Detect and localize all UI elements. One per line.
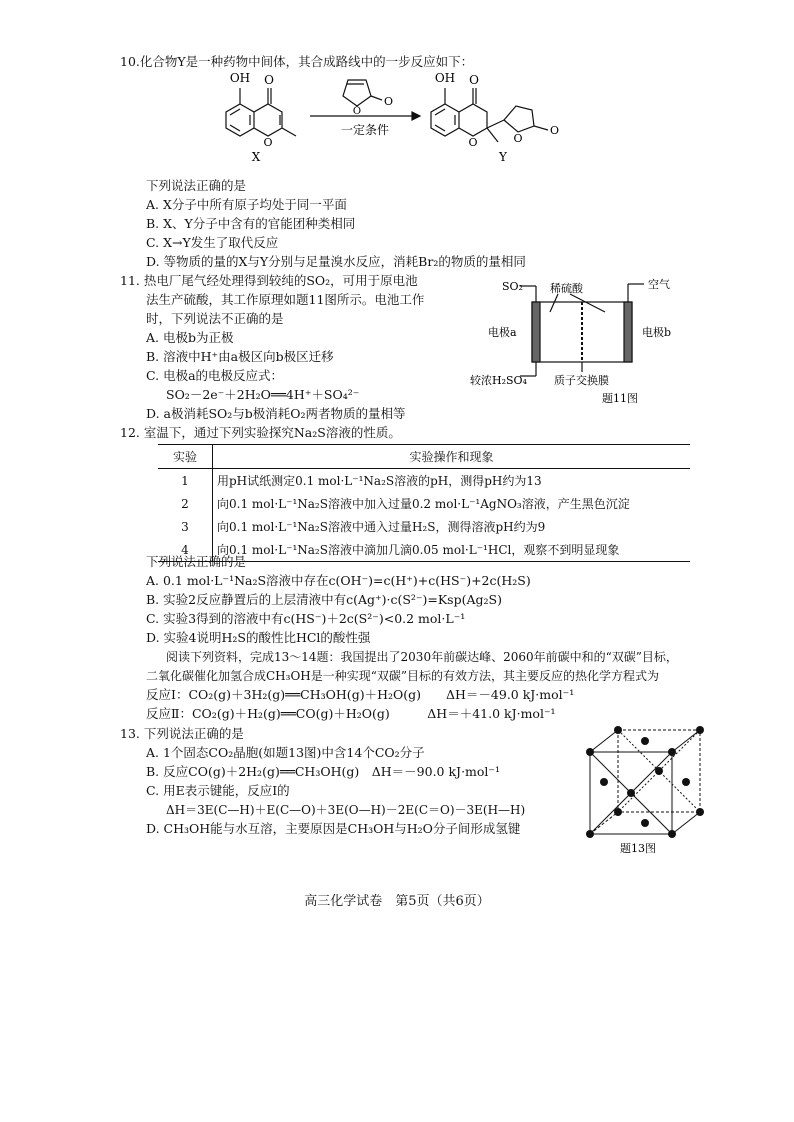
q11-stem-line2: 法生产硫酸，其工作原理如题11图所示。电池工作 (146, 292, 425, 307)
dilute-acid-label: 稀硫酸 (550, 282, 583, 295)
q13-option-c-equation: ΔH＝3E(C—H)＋E(C—O)＋3E(O—H)－2E(C＝O)－3E(H—H) (166, 803, 526, 817)
y-carbonyl-o-label: O (469, 73, 479, 87)
experiment-table (158, 444, 690, 562)
so2-inlet-label: SO₂ (502, 280, 523, 293)
exp-description: 用pH试纸测定0.1 mol·L⁻¹Na₂S溶液的pH，测得pH约为13 (217, 474, 542, 488)
q12-stem: 12. 室温下，通过下列实验探究Na₂S溶液的性质。 (120, 425, 401, 440)
exp-number: 4 (158, 538, 213, 562)
intro-line1: 阅读下列资料，完成13～14题：我国提出了2030年前碳达峰、2060年前碳中和的“双碳”目标， (166, 650, 678, 664)
reaction-condition: 一定条件 (340, 123, 390, 137)
exp-number: 1 (158, 469, 213, 493)
q12-option-d: D. 实验4说明H₂S的酸性比HCl的酸性强 (146, 630, 371, 645)
conc-acid-label: 较浓H₂SO₄ (470, 374, 527, 387)
q10-stem: 10.化合物Y是一种药物中间体，其合成路线中的一步反应如下： (120, 54, 474, 69)
reaction-2: 反应Ⅱ：CO₂(g)＋H₂(g)══CO(g)＋H₂O(g) ΔH＝＋41.0 kJ·mol⁻¹ (146, 706, 556, 721)
q12-prompt: 下列说法正确的是 (146, 554, 247, 569)
table-row (158, 469, 690, 493)
x-oh-label: OH (229, 71, 251, 85)
fig11-caption: 题11图 (602, 392, 638, 405)
y-lactone-o-label: O (513, 132, 523, 145)
table-header-row (158, 445, 690, 469)
x-ring-o-label: O (263, 136, 273, 149)
electrode-a-label: 电极a (488, 326, 517, 339)
table-row (158, 492, 690, 515)
label-y: Y (499, 150, 507, 164)
q11-option-c-equation: SO₂－2e⁻＋2H₂O══4H⁺＋SO₄²⁻ (166, 387, 360, 402)
q10-reaction-scheme (200, 64, 620, 164)
x-carbonyl-o-label: O (264, 73, 274, 87)
electrode-b-label: 电极b (642, 326, 672, 339)
y-ring-o-label: O (468, 136, 478, 149)
exp-number: 2 (158, 492, 213, 515)
reagent-o-label: O (384, 95, 394, 108)
exp-description: 向0.1 mol·L⁻¹Na₂S溶液中滴加几滴0.05 mol·L⁻¹HCl，观察不到明显现象 (213, 538, 691, 562)
exp-number: 3 (158, 515, 213, 538)
label-x: X (251, 150, 261, 164)
exp-description: 向0.1 mol·L⁻¹Na₂S溶液中加入过量0.2 mol·L⁻¹AgNO₃溶液，产生黑色沉淀 (217, 497, 630, 511)
q13-option-a: A. 1个固态CO₂晶胞(如题13图)中含14个CO₂分子 (146, 745, 425, 760)
q12-option-a: A. 0.1 mol·L⁻¹Na₂S溶液中存在c(OH⁻)=c(H⁺)+c(HS⁻)+2c(H₂S) (146, 573, 531, 588)
y-oh-label: OH (434, 71, 456, 85)
page-footer: 高三化学试卷 第5页（共6页） (304, 894, 490, 909)
reaction-1: 反应Ⅰ：CO₂(g)＋3H₂(g)══CH₃OH(g)＋H₂O(g) ΔH＝－49.0 kJ·mol⁻¹ (146, 687, 575, 702)
q11-option-b: B. 溶液中H⁺由a极区向b极区迁移 (146, 349, 334, 364)
q13-stem: 13. 下列说法正确的是 (120, 726, 244, 741)
q12-option-c: C. 实验3得到的溶液中有c(HS⁻)＋2c(S²⁻)<0.2 mol·L⁻¹ (146, 611, 466, 626)
q10-prompt: 下列说法正确的是 (146, 178, 247, 193)
q10-option-d: D. 等物质的量的X与Y分别与足量溴水反应，消耗Br₂的物质的量相同 (146, 254, 526, 269)
q11-cell-diagram (470, 272, 710, 407)
q12-option-b: B. 实验2反应静置后的上层清液中有c(Ag⁺)·c(S²⁻)=Ksp(Ag₂S) (146, 592, 502, 607)
q10-option-a: A. X分子中所有原子均处于同一平面 (146, 197, 347, 212)
q11-option-d: D. a极消耗SO₂与b极消耗O₂两者物质的量相等 (146, 406, 406, 421)
co2-unit-cell-figure (580, 722, 710, 857)
q11-stem-line3: 时，下列说法不正确的是 (146, 311, 284, 326)
q11-option-a: A. 电极b为正极 (146, 330, 234, 345)
exp-description: 向0.1 mol·L⁻¹Na₂S溶液中通入过量H₂S，测得溶液pH约为9 (217, 520, 546, 534)
air-label: 空气 (648, 278, 670, 291)
col-experiment: 实验 (158, 445, 213, 469)
fig13-caption: 题13图 (620, 842, 656, 855)
q11-option-c: C. 电极a的电极反应式： (146, 368, 284, 383)
reagent-ring-o-label: O (352, 106, 362, 117)
q11-stem-line1: 11. 热电厂尾气经处理得到较纯的SO₂，可用于原电池 (120, 273, 418, 288)
col-operation: 实验操作和现象 (213, 445, 691, 469)
membrane-label: 质子交换膜 (554, 374, 609, 387)
q10-option-c: C. X→Y发生了取代反应 (146, 235, 279, 250)
intro-line2: 二氧化碳催化加氢合成CH₃OH是一种实现“双碳”目标的有效方法，其主要反应的热化学方程式为 (146, 669, 660, 683)
q10-option-b: B. X、Y分子中含有的官能团种类相同 (146, 216, 356, 231)
y-lactone-carbonyl-o-label: O (550, 124, 560, 137)
table-row (158, 515, 690, 538)
q13-option-b: B. 反应CO(g)＋2H₂(g)══CH₃OH(g) ΔH＝－90.0 kJ·mol⁻¹ (146, 764, 501, 779)
q13-option-c: C. 用E表示键能，反应Ⅰ的 (146, 783, 290, 798)
q13-option-d: D. CH₃OH能与水互溶，主要原因是CH₃OH与H₂O分子间形成氢键 (146, 821, 521, 836)
